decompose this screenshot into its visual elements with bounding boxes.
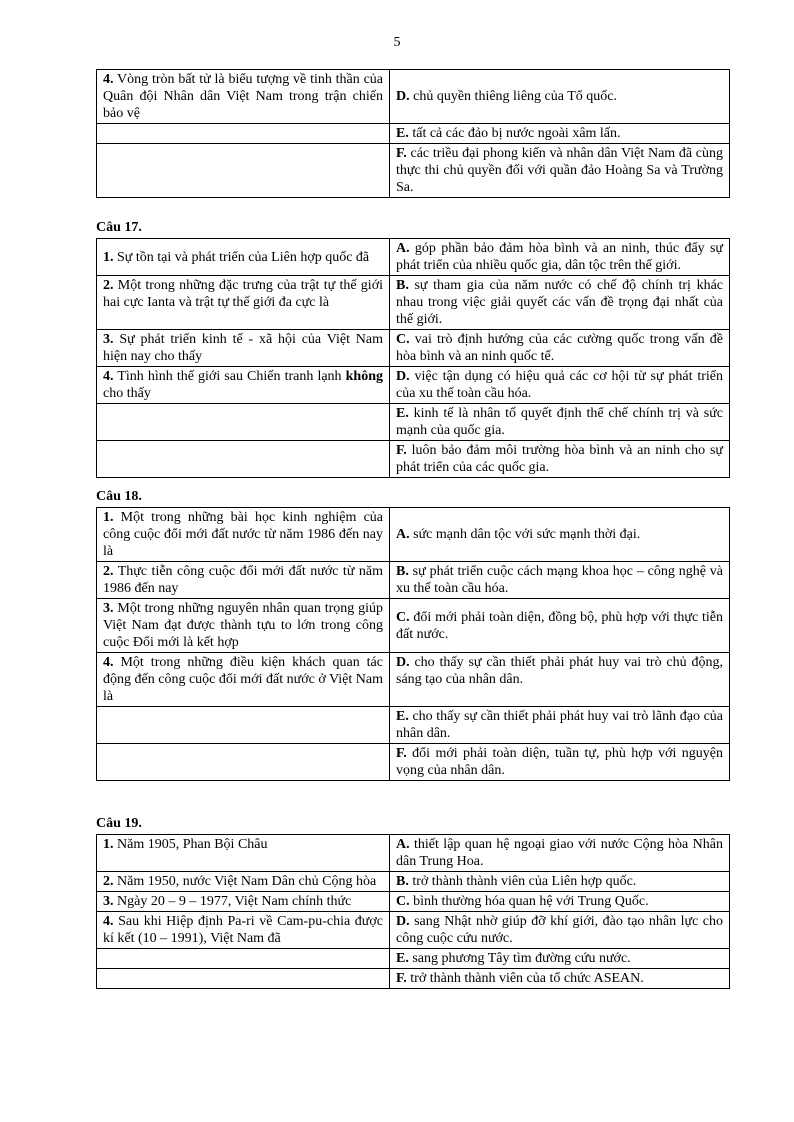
left-cell <box>97 835 390 872</box>
table-row <box>97 144 730 198</box>
left-cell <box>97 441 390 478</box>
option-label: D. <box>396 369 410 384</box>
option-text: đổi mới phải toàn diện, đồng bộ, phù hợp với thực tiễn đất nước. <box>396 609 723 642</box>
matching-table <box>96 238 730 478</box>
item-text-after: cho thấy <box>103 386 151 401</box>
right-cell <box>390 707 730 744</box>
option-label: D. <box>396 655 410 670</box>
table-row <box>97 835 730 872</box>
option-text: sự tham gia của năm nước có chế độ chính trị khác nhau trong việc giải quyết các vấn đề trọng đại nhất của thế giới. <box>396 278 723 327</box>
table-row <box>97 707 730 744</box>
item-text: Một trong những nguyên nhân quan trọng giúp Việt Nam đạt được thành tựu to lớn trong công cuộc Đổi mới là kết hợp <box>103 601 383 650</box>
option-label: F. <box>396 971 407 986</box>
table-row <box>97 872 730 892</box>
right-cell <box>390 508 730 562</box>
option-label: C. <box>396 609 410 625</box>
right-cell <box>390 124 730 144</box>
option-label: D. <box>396 89 410 104</box>
item-text: Một trong những đặc trưng của trật tự thế giới hai cực Ianta và trật tự thế giới đa cực là <box>103 278 383 310</box>
question-18 <box>96 487 729 781</box>
option-text: sang phương Tây tìm đường cứu nước. <box>408 951 631 966</box>
option-label: E. <box>396 709 409 724</box>
table-row <box>97 562 730 599</box>
table-row <box>97 441 730 478</box>
left-cell <box>97 892 390 912</box>
table-row <box>97 892 730 912</box>
left-cell <box>97 239 390 276</box>
item-label: 2. <box>103 564 114 579</box>
right-cell <box>390 872 730 892</box>
item-label: 1. <box>103 837 114 852</box>
option-text: các triều đại phong kiến và nhân dân Việt Nam đã cùng thực thi chủ quyền đối với quần đảo Hoàng Sa và Trường Sa. <box>396 146 723 195</box>
item-label: 3. <box>103 894 114 909</box>
option-label: A. <box>396 837 410 852</box>
item-label: 3. <box>103 601 114 616</box>
option-text: cho thấy sự cần thiết phải phát huy vai trò lãnh đạo của nhân dân. <box>396 709 723 741</box>
question-title: Câu 19. <box>96 816 142 831</box>
item-label: 4. <box>103 72 114 87</box>
right-cell <box>390 330 730 367</box>
table-row <box>97 653 730 707</box>
option-text: trở thành thành viên của tổ chức ASEAN. <box>406 971 644 986</box>
left-cell <box>97 707 390 744</box>
table-row <box>97 949 730 969</box>
item-text: Năm 1950, nước Việt Nam Dân chủ Cộng hòa <box>113 874 377 889</box>
option-text: sức mạnh dân tộc với sức mạnh thời đại. <box>409 527 641 542</box>
option-text: thiết lập quan hệ ngoại giao với nước Cộng hòa Nhân dân Trung Hoa. <box>396 837 723 869</box>
option-label: E. <box>396 126 409 141</box>
page-number: 5 <box>393 35 401 50</box>
right-cell <box>390 404 730 441</box>
table-row <box>97 912 730 949</box>
option-label: F. <box>396 146 407 161</box>
item-text: Tình hình thế giới sau Chiến tranh lạnh <box>113 369 346 384</box>
table-row <box>97 70 730 124</box>
left-cell <box>97 508 390 562</box>
table-row <box>97 330 730 367</box>
left-cell <box>97 969 390 989</box>
continued-matching-table <box>96 69 729 198</box>
item-text: Năm 1905, Phan Bội Châu <box>113 837 268 852</box>
option-label: B. <box>396 278 409 293</box>
option-text: việc tận dụng có hiệu quả các cơ hội từ sự phát triển của xu thế toàn cầu hóa. <box>396 369 723 401</box>
option-label: A. <box>396 527 410 542</box>
left-cell <box>97 872 390 892</box>
option-text: bình thường hóa quan hệ với Trung Quốc. <box>409 894 649 909</box>
table-row <box>97 744 730 781</box>
item-text: Sự tồn tại và phát triển của Liên hợp quốc đã <box>113 249 370 265</box>
left-cell <box>97 367 390 404</box>
option-text: đổi mới phải toàn diện, tuần tự, phù hợp với nguyện vọng của nhân dân. <box>396 746 723 778</box>
option-label: E. <box>396 406 409 421</box>
option-label: F. <box>396 746 407 761</box>
option-text: luôn bảo đảm môi trường hòa bình và an ninh cho sự phát triển của các quốc gia. <box>396 443 723 475</box>
left-cell <box>97 949 390 969</box>
item-label: 4. <box>103 914 114 929</box>
option-label: B. <box>396 874 409 889</box>
option-label: D. <box>396 914 410 929</box>
option-text: kinh tế là nhân tố quyết định thể chế chính trị và sức mạnh của quốc gia. <box>396 406 723 438</box>
left-cell <box>97 144 390 198</box>
table-row <box>97 599 730 653</box>
table-row <box>97 276 730 330</box>
table-row <box>97 969 730 989</box>
right-cell <box>390 835 730 872</box>
item-text: Sau khi Hiệp định Pa-ri về Cam-pu-chia được kí kết (10 – 1991), Việt Nam đã <box>103 914 383 946</box>
option-text: trở thành thành viên của Liên hợp quốc. <box>408 874 637 889</box>
option-label: E. <box>396 951 409 966</box>
item-text: Sự phát triển kinh tế - xã hội của Việt Nam hiện nay cho thấy <box>103 332 383 364</box>
table-row <box>97 404 730 441</box>
option-text: chủ quyền thiêng liêng của Tổ quốc. <box>409 89 617 104</box>
option-text: cho thấy sự cần thiết phải phát huy vai trò chủ động, sáng tạo của nhân dân. <box>396 655 723 687</box>
option-text: sang Nhật nhờ giúp đỡ khí giới, đào tạo nhân lực cho công cuộc cứu nước. <box>396 914 723 946</box>
left-cell <box>97 404 390 441</box>
item-label: 4. <box>103 655 114 670</box>
left-cell <box>97 912 390 949</box>
matching-table <box>96 834 730 989</box>
question-19 <box>96 814 729 989</box>
left-cell <box>97 599 390 653</box>
item-label: 3. <box>103 332 114 347</box>
item-text: Thực tiễn công cuộc đổi mới đất nước từ năm 1986 đến nay <box>103 564 383 596</box>
item-text: Một trong những bài học kinh nghiệm của công cuộc đổi mới đất nước từ năm 1986 đến nay là <box>103 510 383 559</box>
table-row <box>97 367 730 404</box>
option-text: vai trò định hướng của các cường quốc trong vấn đề hòa bình và an ninh quốc tế. <box>396 332 723 364</box>
item-text: Ngày 20 – 9 – 1977, Việt Nam chính thức <box>113 894 352 909</box>
left-cell <box>97 124 390 144</box>
item-text: Vòng tròn bất tử là biểu tượng về tinh thần của Quân đội Nhân dân Việt Nam trong trận chiến bảo vệ <box>103 72 383 121</box>
right-cell <box>390 969 730 989</box>
option-label: F. <box>396 443 407 458</box>
right-cell <box>390 70 730 124</box>
right-cell <box>390 653 730 707</box>
option-text: tất cả các đảo bị nước ngoài xâm lấn. <box>408 126 621 141</box>
option-text: góp phần bảo đảm hòa bình và an ninh, thúc đẩy sự phát triển của nhiều quốc gia, dân tộc trên thế giới. <box>396 241 723 273</box>
left-cell <box>97 276 390 330</box>
right-cell <box>390 912 730 949</box>
right-cell <box>390 276 730 330</box>
item-label: 2. <box>103 874 114 889</box>
right-cell <box>390 744 730 781</box>
question-title: Câu 18. <box>96 489 142 504</box>
right-cell <box>390 949 730 969</box>
emphasis-text: không <box>345 369 383 384</box>
option-label: B. <box>396 564 409 579</box>
right-cell <box>390 239 730 276</box>
right-cell <box>390 562 730 599</box>
matching-table <box>96 69 730 198</box>
matching-table <box>96 507 730 781</box>
left-cell <box>97 562 390 599</box>
question-title: Câu 17. <box>96 220 142 235</box>
item-label: 4. <box>103 369 114 384</box>
item-label: 2. <box>103 278 114 293</box>
right-cell <box>390 367 730 404</box>
table-row <box>97 124 730 144</box>
option-text: sự phát triển cuộc cách mạng khoa học – công nghệ và xu thế toàn cầu hóa. <box>396 564 723 596</box>
item-label: 1. <box>103 249 114 265</box>
right-cell <box>390 599 730 653</box>
item-text: Một trong những điều kiện khách quan tác động đến công cuộc đổi mới đất nước ở Việt Nam là <box>103 655 383 704</box>
left-cell <box>97 653 390 707</box>
option-label: A. <box>396 241 410 256</box>
question-17 <box>96 218 729 478</box>
right-cell <box>390 144 730 198</box>
left-cell <box>97 330 390 367</box>
left-cell <box>97 70 390 124</box>
right-cell <box>390 892 730 912</box>
option-label: C. <box>396 894 410 909</box>
left-cell <box>97 744 390 781</box>
option-label: C. <box>396 332 410 347</box>
table-row <box>97 508 730 562</box>
item-label: 1. <box>103 510 114 525</box>
table-row <box>97 239 730 276</box>
right-cell <box>390 441 730 478</box>
